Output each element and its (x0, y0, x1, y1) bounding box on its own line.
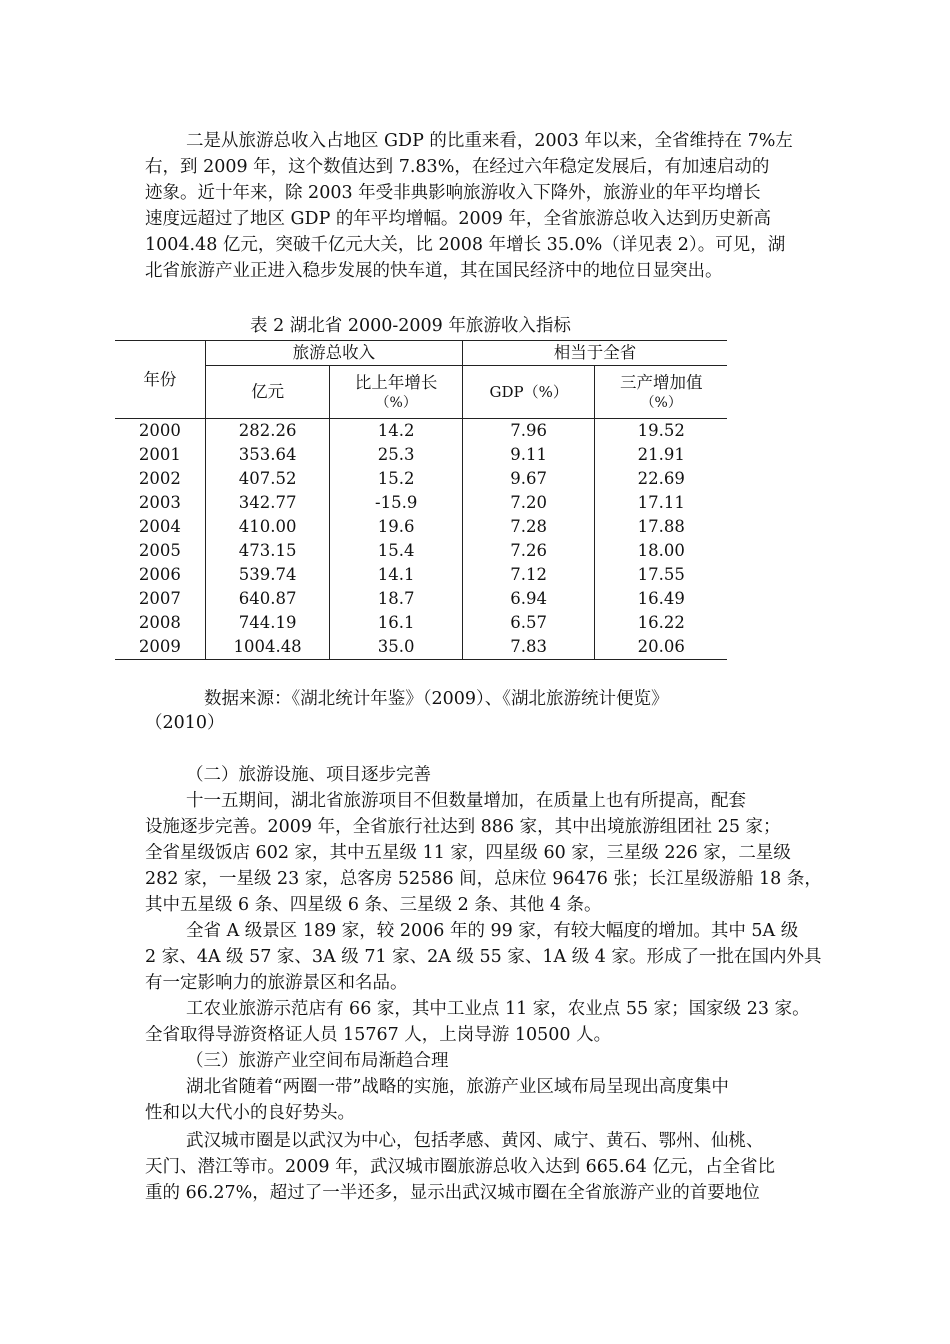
table-caption: 表 2 湖北省 2000-2009 年旅游收入指标 (250, 316, 571, 336)
section2-p1-line-1: 十一五期间，湖北省旅游项目不但数量增加，在质量上也有所提高，配套 (186, 791, 746, 811)
cell-year: 2000 (115, 419, 205, 444)
cell-year: 2006 (115, 563, 205, 587)
cell-tertiary-share: 21.91 (595, 443, 727, 467)
table-row (115, 611, 727, 635)
cell-tertiary-share: 16.22 (595, 611, 727, 635)
cell-growth: 19.6 (330, 515, 463, 539)
section2-p2-line-2: 2 家、4A 级 57 家、3A 级 71 家、2A 级 55 家、1A 级 4 家。形成了一批在国内外具 (145, 947, 822, 967)
section2-p2-line-3: 有一定影响力的旅游景区和名品。 (145, 973, 408, 993)
section2-p3-line-1: 工农业旅游示范店有 66 家，其中工业点 11 家，农业点 55 家；国家级 23 家。 (186, 999, 810, 1019)
para1-line-4: 速度远超过了地区 GDP 的年平均增幅。2009 年，全省旅游总收入达到历史新高 (145, 209, 772, 229)
cell-income: 282.26 (205, 419, 330, 444)
cell-income: 407.52 (205, 467, 330, 491)
section2-heading: （二）旅游设施、项目逐步完善 (186, 765, 431, 785)
cell-tertiary-share: 17.55 (595, 563, 727, 587)
section2-p3-line-2: 全省取得导游资格证人员 15767 人，上岗导游 10500 人。 (145, 1025, 612, 1045)
table-row (115, 563, 727, 587)
para1-line-2: 右，到 2009 年，这个数值达到 7.83%，在经过六年稳定发展后，有加速启动的 (145, 157, 770, 177)
cell-tertiary-share: 17.11 (595, 491, 727, 515)
cell-growth: 15.4 (330, 539, 463, 563)
section3-p1-line-2: 性和以大代小的良好势头。 (145, 1103, 355, 1123)
cell-tertiary-share: 16.49 (595, 587, 727, 611)
table-source-line-2: （2010） (145, 713, 225, 733)
cell-income: 539.74 (205, 563, 330, 587)
header-group-total-income: 旅游总收入 (205, 341, 462, 366)
cell-gdp-share: 7.12 (462, 563, 595, 587)
table-row (115, 419, 727, 444)
cell-tertiary-share: 18.00 (595, 539, 727, 563)
section2-p1-line-4: 282 家，一星级 23 家，总客房 52586 间，总床位 96476 张；长江星级游船 18 条， (145, 869, 822, 889)
table-row (115, 587, 727, 611)
section2-p1-line-2: 设施逐步完善。2009 年，全省旅行社达到 886 家，其中出境旅游组团社 25 家； (145, 817, 781, 837)
table-row (115, 635, 727, 660)
cell-gdp-share: 6.94 (462, 587, 595, 611)
table-source-line-1: 数据来源：《湖北统计年鉴》（2009）、《湖北旅游统计便览》 (204, 689, 669, 709)
section3-p2-line-3: 重的 66.27%，超过了一半还多，显示出武汉城市圈在全省旅游产业的首要地位 (145, 1183, 760, 1203)
header-col-tertiary (595, 366, 727, 419)
header-col-growth-label: 比上年增长 (354, 373, 438, 392)
cell-gdp-share: 7.26 (462, 539, 595, 563)
cell-year: 2001 (115, 443, 205, 467)
cell-income: 342.77 (205, 491, 330, 515)
cell-gdp-share: 7.28 (462, 515, 595, 539)
cell-growth: 35.0 (330, 635, 463, 660)
section2-p2-line-1: 全省 A 级景区 189 家，较 2006 年的 99 家，有较大幅度的增加。其中 5A 级 (186, 921, 799, 941)
cell-income: 744.19 (205, 611, 330, 635)
para1-line-5: 1004.48 亿元，突破千亿元大关，比 2008 年增长 35.0%（详见表 2）。可见，湖 (145, 235, 786, 255)
header-col-growth-unit: （%） (375, 395, 417, 411)
table-body (115, 419, 727, 660)
cell-year: 2009 (115, 635, 205, 660)
table-row (115, 467, 727, 491)
cell-gdp-share: 7.96 (462, 419, 595, 444)
header-col-tertiary-unit: （%） (640, 395, 682, 411)
cell-tertiary-share: 22.69 (595, 467, 727, 491)
para1-line-6: 北省旅游产业正进入稳步发展的快车道，其在国民经济中的地位日显突出。 (145, 261, 723, 281)
header-col-growth (330, 366, 463, 419)
cell-income: 473.15 (205, 539, 330, 563)
cell-year: 2005 (115, 539, 205, 563)
section2-p1-line-5: 其中五星级 6 条、四星级 6 条、三星级 2 条、其他 4 条。 (145, 895, 602, 915)
cell-year: 2003 (115, 491, 205, 515)
table-row (115, 539, 727, 563)
cell-growth: 15.2 (330, 467, 463, 491)
section3-p2-line-2: 天门、潜江等市。2009 年，武汉城市圈旅游总收入达到 665.64 亿元，占全省比 (145, 1157, 775, 1177)
cell-growth: 14.2 (330, 419, 463, 444)
para1-line-3: 迹象。近十年来，除 2003 年受非典影响旅游收入下降外，旅游业的年平均增长 (145, 183, 761, 203)
cell-income: 640.87 (205, 587, 330, 611)
cell-income: 410.00 (205, 515, 330, 539)
cell-tertiary-share: 17.88 (595, 515, 727, 539)
cell-growth: 14.1 (330, 563, 463, 587)
header-group-share: 相当于全省 (462, 341, 727, 366)
section3-p2-line-1: 武汉城市圈是以武汉为中心，包括孝感、黄冈、咸宁、黄石、鄂州、仙桃、 (186, 1131, 764, 1151)
header-col-yuan: 亿元 (205, 366, 330, 419)
section3-heading: （三）旅游产业空间布局渐趋合理 (186, 1051, 449, 1071)
cell-growth: -15.9 (330, 491, 463, 515)
cell-tertiary-share: 20.06 (595, 635, 727, 660)
cell-growth: 18.7 (330, 587, 463, 611)
cell-income: 1004.48 (205, 635, 330, 660)
cell-growth: 25.3 (330, 443, 463, 467)
cell-year: 2002 (115, 467, 205, 491)
header-year: 年份 (115, 341, 205, 419)
tourism-income-table (115, 340, 727, 660)
cell-gdp-share: 7.20 (462, 491, 595, 515)
header-col-gdp: GDP（%） (462, 366, 595, 419)
para1-line-1: 二是从旅游总收入占地区 GDP 的比重来看，2003 年以来，全省维持在 7%左 (186, 131, 793, 151)
cell-gdp-share: 6.57 (462, 611, 595, 635)
cell-income: 353.64 (205, 443, 330, 467)
cell-year: 2008 (115, 611, 205, 635)
table-row (115, 443, 727, 467)
cell-year: 2007 (115, 587, 205, 611)
table-row (115, 491, 727, 515)
cell-growth: 16.1 (330, 611, 463, 635)
cell-gdp-share: 9.11 (462, 443, 595, 467)
section3-p1-line-1: 湖北省随着“两圈一带”战略的实施，旅游产业区域布局呈现出高度集中 (186, 1077, 729, 1097)
header-col-tertiary-label: 三产增加值 (619, 373, 703, 392)
cell-gdp-share: 9.67 (462, 467, 595, 491)
table-row (115, 515, 727, 539)
cell-year: 2004 (115, 515, 205, 539)
cell-tertiary-share: 19.52 (595, 419, 727, 444)
cell-gdp-share: 7.83 (462, 635, 595, 660)
section2-p1-line-3: 全省星级饭店 602 家，其中五星级 11 家，四星级 60 家，三星级 226 家，二星级 (145, 843, 791, 863)
